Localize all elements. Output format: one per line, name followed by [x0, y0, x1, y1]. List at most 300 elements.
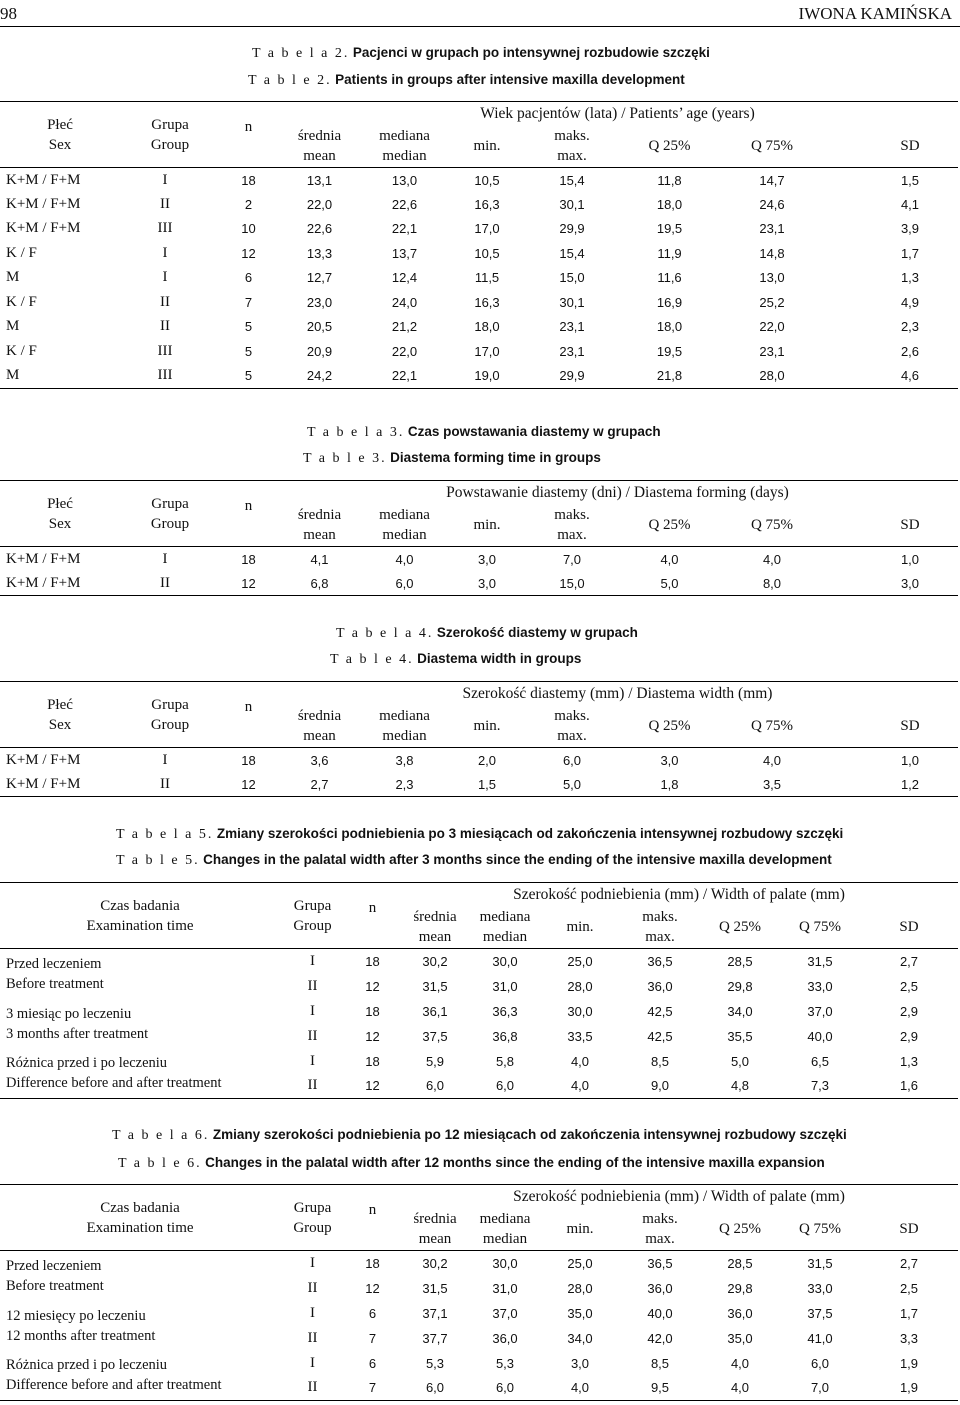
cell-value: 28,0 — [567, 1280, 593, 1296]
cell-value: 6,0 — [810, 1355, 830, 1371]
cell-value: 6,0 — [362, 571, 447, 596]
cell-value: 34,0 — [727, 1003, 753, 1019]
cell-value: 5,0 — [617, 571, 722, 596]
cell-value: 3,0 — [822, 571, 958, 596]
col-sex-en: Sex — [48, 716, 72, 733]
col-mean-pl: średnia — [413, 1211, 457, 1228]
row-exam-time-pl: 3 miesiąc po leczeniu — [6, 1005, 132, 1022]
col-mean-en: mean — [303, 728, 336, 745]
header-row-1 — [0, 102, 958, 126]
cell-value: 5,3 — [495, 1355, 515, 1371]
col-group — [280, 883, 345, 949]
cell-value: 36,5 — [647, 953, 673, 969]
row-group: II — [280, 1376, 345, 1401]
table6-caption-pl: T a b e l a 6. Zmiany szerokości podniebienia po 12 miesiącach od zakończenia intensywnej rozbudowy szczęki — [112, 1127, 847, 1143]
cell-value: 23,1 — [559, 319, 585, 335]
cell-value: 36,5 — [647, 1255, 673, 1271]
cell-value: 31,0 — [492, 978, 518, 994]
cell-value: 31,0 — [492, 1280, 518, 1296]
col-max-pl: maks. — [642, 909, 678, 926]
table-row — [0, 217, 958, 242]
cell-value: 22,1 — [362, 364, 447, 389]
col-group — [120, 481, 220, 547]
table-row — [0, 748, 958, 773]
cell-value: 22,1 — [391, 221, 418, 237]
row-exam-time-en: Before treatment — [6, 1277, 104, 1294]
cell-value: 17,0 — [474, 221, 500, 237]
row-exam-time-pl: 12 miesięcy po leczeniu — [6, 1307, 146, 1324]
row-sex: K / F — [6, 293, 37, 310]
cell-value: 5,9 — [425, 1053, 445, 1069]
col-n: n — [220, 481, 277, 547]
cell-value: 30,2 — [422, 1255, 448, 1271]
cell-value: 4,0 — [540, 1376, 620, 1401]
row-group: II — [160, 293, 170, 310]
header-row-1 — [0, 883, 958, 907]
table-row — [0, 1251, 958, 1276]
header-rule — [0, 26, 960, 27]
col-max-pl: maks. — [554, 128, 590, 145]
table-row — [0, 266, 958, 291]
col-max-en: max. — [557, 148, 587, 165]
row-group: II — [160, 318, 170, 335]
group-header: Szerokość diastemy (mm) / Diastema width (mm) — [277, 682, 958, 706]
cell-value: 1,7 — [899, 1305, 919, 1321]
table4 — [0, 681, 958, 797]
cell-value: 5 — [244, 343, 253, 359]
cell-value: 2,7 — [899, 953, 919, 969]
cell-value: 18,0 — [656, 319, 683, 335]
col-mean-en: mean — [303, 527, 336, 544]
cell-value: 6,0 — [470, 1376, 540, 1401]
row-sex: M — [0, 364, 120, 389]
row-sex: K+M / F+M — [0, 571, 120, 596]
cell-value: 24,6 — [759, 196, 785, 212]
cell-value: 37,5 — [422, 1028, 448, 1044]
col-min: min. — [447, 505, 527, 547]
cell-value: 2,9 — [899, 1028, 919, 1044]
cell-value: 18 — [241, 172, 256, 188]
col-median-pl: mediana — [379, 708, 430, 725]
table4-caption-pl: T a b e l a 4. Szerokość diastemy w grupach — [336, 625, 638, 641]
table2 — [0, 101, 958, 389]
col-max-pl: maks. — [554, 507, 590, 524]
col-q25: Q 25% — [617, 126, 722, 168]
col-q25: Q 25% — [700, 907, 780, 949]
col-max — [527, 706, 617, 748]
cell-value: 21,8 — [617, 364, 722, 389]
cell-value: 1,3 — [900, 270, 920, 286]
col-mean-pl: średnia — [413, 909, 457, 926]
cell-value: 6,0 — [470, 1074, 540, 1099]
table-row — [0, 547, 958, 572]
col-mean — [400, 907, 470, 949]
author-name: IWONA KAMIŃSKA — [798, 4, 952, 23]
col-max — [527, 126, 617, 168]
cell-value: 1,5 — [900, 172, 920, 188]
cell-value: 4,0 — [395, 551, 414, 567]
col-median-pl: mediana — [379, 507, 430, 524]
col-median — [470, 1209, 540, 1251]
col-median-pl: mediana — [479, 909, 531, 926]
col-q25: Q 25% — [700, 1209, 780, 1251]
cell-value: 11,5 — [474, 270, 500, 286]
col-sex-en: Sex — [48, 136, 72, 153]
col-n: n — [345, 883, 400, 949]
row-exam-time — [0, 1251, 280, 1301]
cell-value: 35,0 — [727, 1330, 753, 1346]
row-group: II — [307, 977, 318, 994]
cell-value: 6 — [368, 1355, 377, 1371]
col-group-en: Group — [293, 1219, 332, 1236]
row-exam-time-pl: Przed leczeniem — [6, 1257, 102, 1274]
col-sd: SD — [822, 505, 958, 547]
cell-value: 31,5 — [422, 978, 448, 994]
cell-value: 19,5 — [656, 221, 683, 237]
col-group-pl: Grupa — [151, 116, 189, 133]
cell-value: 25,2 — [759, 294, 785, 310]
cell-value: 29,8 — [727, 978, 753, 994]
table2-caption-pl: T a b e l a 2. Pacjenci w grupach po intensywnej rozbudowie szczęki — [252, 45, 710, 61]
cell-value: 3,6 — [310, 752, 329, 768]
cell-value: 37,7 — [422, 1330, 448, 1346]
cell-value: 7,0 — [780, 1376, 860, 1401]
group-header: Wiek pacjentów (lata) / Patients’ age (years) — [277, 102, 958, 126]
cell-value: 23,0 — [306, 294, 333, 310]
cell-value: 20,5 — [306, 319, 333, 335]
col-group-pl: Grupa — [151, 696, 189, 713]
row-group: I — [162, 751, 168, 768]
col-group-pl: Grupa — [151, 495, 189, 512]
cell-value: 12 — [241, 245, 256, 261]
row-sex: K+M / F+M — [6, 550, 81, 567]
cell-value: 18 — [241, 752, 256, 768]
row-group: I — [162, 244, 168, 261]
table-row — [0, 1301, 958, 1326]
cell-value: 30,1 — [559, 196, 585, 212]
cell-value: 29,9 — [559, 221, 585, 237]
table-row — [0, 949, 958, 974]
row-group: II — [160, 195, 170, 212]
col-exam — [0, 1185, 280, 1251]
row-group: I — [310, 1002, 315, 1019]
col-sex-pl: Płeć — [47, 495, 73, 512]
cell-value: 13,1 — [306, 172, 333, 188]
cell-value: 12 — [220, 772, 277, 797]
cell-value: 2 — [244, 196, 253, 212]
col-median-pl: mediana — [379, 128, 430, 145]
cell-value: 40,0 — [807, 1028, 833, 1044]
cell-value: 2,7 — [899, 1255, 919, 1271]
table-row — [0, 1049, 958, 1074]
cell-value: 36,0 — [492, 1330, 518, 1346]
cell-value: 16,3 — [474, 294, 500, 310]
cell-value: 36,3 — [492, 1003, 518, 1019]
cell-value: 5 — [244, 319, 253, 335]
cell-value: 12 — [220, 571, 277, 596]
cell-value: 4,0 — [762, 752, 782, 768]
cell-value: 18 — [365, 1053, 380, 1069]
col-sd: SD — [822, 706, 958, 748]
page-number: 98 — [0, 4, 17, 23]
row-group: III — [157, 342, 173, 359]
col-min: min. — [540, 1209, 620, 1251]
row-group: I — [310, 1354, 315, 1371]
row-group: II — [120, 571, 220, 596]
table-row — [0, 364, 958, 389]
row-group: I — [310, 1304, 315, 1321]
cell-value: 1,7 — [900, 245, 920, 261]
row-exam-time — [0, 1351, 280, 1401]
row-exam-time-en: Difference before and after treatment — [6, 1377, 222, 1394]
col-mean — [400, 1209, 470, 1251]
col-sd: SD — [822, 126, 958, 168]
col-median — [362, 706, 447, 748]
cell-value: 12,7 — [306, 270, 333, 286]
cell-value: 15,4 — [559, 172, 585, 188]
row-group: I — [310, 1052, 315, 1069]
col-sex — [0, 481, 120, 547]
header-row-1 — [0, 481, 958, 505]
cell-value: 34,0 — [567, 1330, 593, 1346]
row-group: I — [162, 269, 168, 286]
cell-value: 36,1 — [422, 1003, 448, 1019]
cell-value: 1,3 — [899, 1053, 919, 1069]
row-exam-time-en: Difference before and after treatment — [6, 1075, 222, 1092]
table5-caption-en: T a b l e 5. Changes in the palatal width after 3 months since the ending of the intensive maxilla development — [116, 852, 832, 868]
table6-caption-en: T a b l e 6. Changes in the palatal width after 12 months since the ending of the intensive maxilla expansion — [118, 1155, 825, 1171]
cell-value: 23,1 — [759, 343, 785, 359]
col-sd: SD — [860, 1209, 958, 1251]
table-row — [0, 192, 958, 217]
header-row-1 — [0, 682, 958, 706]
col-median-en: median — [482, 929, 528, 946]
col-sex-en: Sex — [48, 515, 72, 532]
cell-value: 6,5 — [810, 1053, 830, 1069]
row-group: III — [157, 220, 173, 237]
col-mean — [277, 505, 362, 547]
cell-value: 36,0 — [647, 1280, 673, 1296]
col-max-en: max. — [557, 527, 587, 544]
row-exam-time-en: Before treatment — [6, 975, 104, 992]
row-exam-time-pl: Przed leczeniem — [6, 955, 102, 972]
col-mean-en: mean — [418, 929, 452, 946]
cell-value: 2,5 — [899, 1280, 919, 1296]
cell-value: 40,0 — [647, 1305, 673, 1321]
cell-value: 10,5 — [474, 245, 500, 261]
row-exam-time-en: 12 months after treatment — [6, 1327, 156, 1344]
cell-value: 13,3 — [306, 245, 333, 261]
cell-value: 37,5 — [807, 1305, 833, 1321]
cell-value: 8,5 — [650, 1355, 670, 1371]
cell-value: 3,8 — [395, 752, 414, 768]
cell-value: 15,4 — [559, 245, 585, 261]
cell-value: 37,0 — [807, 1003, 833, 1019]
col-median-en: median — [482, 1231, 528, 1248]
col-n: n — [220, 102, 277, 168]
row-group: II — [280, 1074, 345, 1099]
cell-value: 1,6 — [860, 1074, 958, 1099]
row-exam-time-pl: Różnica przed i po leczeniu — [6, 1357, 168, 1374]
cell-value: 12 — [345, 1074, 400, 1099]
cell-value: 2,6 — [900, 343, 920, 359]
row-sex: K+M / F+M — [6, 171, 81, 188]
cell-value: 6,0 — [562, 752, 582, 768]
group-header: Szerokość podniebienia (mm) / Width of palate (mm) — [400, 1185, 958, 1209]
cell-value: 12 — [365, 1028, 380, 1044]
cell-value: 11,9 — [657, 245, 682, 261]
group-header: Szerokość podniebienia (mm) / Width of palate (mm) — [400, 883, 958, 907]
cell-value: 29,9 — [527, 364, 617, 389]
row-exam-time — [0, 1049, 280, 1099]
cell-value: 1,8 — [617, 772, 722, 797]
row-exam-time-en: 3 months after treatment — [6, 1025, 149, 1042]
cell-value: 6 — [244, 270, 253, 286]
cell-value: 37,1 — [422, 1305, 448, 1321]
cell-value: 19,0 — [447, 364, 527, 389]
cell-value: 37,0 — [492, 1305, 518, 1321]
col-max-pl: maks. — [554, 708, 590, 725]
cell-value: 13,7 — [391, 245, 418, 261]
cell-value: 4,0 — [700, 1376, 780, 1401]
cell-value: 7 — [244, 294, 253, 310]
cell-value: 31,5 — [807, 1255, 833, 1271]
cell-value: 36,0 — [727, 1305, 753, 1321]
cell-value: 16,9 — [656, 294, 683, 310]
col-mean-pl: średnia — [297, 507, 342, 524]
col-group — [120, 102, 220, 168]
cell-value: 14,8 — [759, 245, 785, 261]
cell-value: 3,5 — [722, 772, 822, 797]
cell-value: 15,0 — [527, 571, 617, 596]
cell-value: 22,0 — [306, 196, 333, 212]
cell-value: 1,9 — [860, 1376, 958, 1401]
cell-value: 4,6 — [822, 364, 958, 389]
table-row — [0, 168, 958, 193]
cell-value: 2,3 — [362, 772, 447, 797]
cell-value: 5,3 — [425, 1355, 445, 1371]
cell-value: 6 — [368, 1305, 377, 1321]
table-row — [0, 1351, 958, 1376]
cell-value: 10,5 — [474, 172, 500, 188]
cell-value: 14,7 — [759, 172, 785, 188]
cell-value: 33,0 — [807, 1280, 833, 1296]
cell-value: 41,0 — [807, 1330, 833, 1346]
col-mean — [277, 126, 362, 168]
col-q75: Q 75% — [722, 505, 822, 547]
cell-value: 3,0 — [570, 1355, 590, 1371]
cell-value: 18,0 — [656, 196, 683, 212]
cell-value: 1,9 — [899, 1355, 919, 1371]
cell-value: 29,8 — [727, 1280, 753, 1296]
cell-value: 18 — [241, 551, 256, 567]
table3 — [0, 480, 958, 596]
cell-value: 1,0 — [900, 752, 920, 768]
cell-value: 5,0 — [730, 1053, 750, 1069]
cell-value: 4,0 — [762, 551, 782, 567]
cell-value: 7 — [345, 1376, 400, 1401]
col-group-en: Group — [150, 515, 190, 532]
cell-value: 25,0 — [567, 953, 593, 969]
cell-value: 33,0 — [807, 978, 833, 994]
table-row — [0, 772, 958, 797]
cell-value: 3,9 — [900, 221, 920, 237]
col-median — [362, 505, 447, 547]
table4-caption-en: T a b l e 4. Diastema width in groups — [330, 651, 582, 667]
row-sex: M — [6, 318, 20, 335]
cell-value: 22,6 — [391, 196, 418, 212]
cell-value: 2,3 — [900, 319, 920, 335]
col-sd: SD — [860, 907, 958, 949]
cell-value: 2,7 — [277, 772, 362, 797]
row-group: II — [307, 1329, 318, 1346]
table3-caption-en: T a b l e 3. Diastema forming time in groups — [303, 450, 601, 466]
col-mean-pl: średnia — [297, 128, 342, 145]
col-max-en: max. — [645, 929, 675, 946]
col-q75: Q 75% — [722, 706, 822, 748]
cell-value: 6,0 — [400, 1376, 470, 1401]
cell-value: 35,5 — [727, 1028, 753, 1044]
col-mean-en: mean — [418, 1231, 452, 1248]
cell-value: 12,4 — [391, 270, 418, 286]
cell-value: 16,3 — [474, 196, 500, 212]
cell-value: 9,0 — [620, 1074, 700, 1099]
cell-value: 4,9 — [900, 294, 920, 310]
cell-value: 21,2 — [391, 319, 418, 335]
cell-value: 30,1 — [559, 294, 585, 310]
table6 — [0, 1184, 958, 1401]
cell-value: 3,0 — [447, 571, 527, 596]
col-min: min. — [447, 126, 527, 168]
cell-value: 13,0 — [391, 172, 418, 188]
table5-caption-pl: T a b e l a 5. Zmiany szerokości podniebienia po 3 miesiącach od zakończenia intensywnej rozbudowy szczęki — [116, 826, 844, 842]
col-n: n — [345, 1185, 400, 1251]
cell-value: 24,2 — [277, 364, 362, 389]
cell-value: 30,0 — [492, 953, 518, 969]
col-mean-pl: średnia — [297, 708, 342, 725]
col-exam-pl: Czas badania — [100, 1199, 180, 1216]
col-q75: Q 75% — [780, 907, 860, 949]
cell-value: 36,0 — [647, 978, 673, 994]
cell-value: 7,3 — [780, 1074, 860, 1099]
col-max — [620, 907, 700, 949]
row-sex: K+M / F+M — [6, 220, 81, 237]
row-group: II — [307, 1027, 318, 1044]
row-sex: K+M / F+M — [0, 772, 120, 797]
cell-value: 9,5 — [620, 1376, 700, 1401]
cell-value: 6,8 — [277, 571, 362, 596]
cell-value: 17,0 — [474, 343, 500, 359]
row-exam-time — [0, 999, 280, 1049]
cell-value: 4,1 — [900, 196, 920, 212]
cell-value: 13,0 — [759, 270, 785, 286]
col-sex — [0, 102, 120, 168]
cell-value: 7,0 — [562, 551, 582, 567]
row-exam-time — [0, 949, 280, 999]
col-median-en: median — [382, 728, 427, 745]
cell-value: 36,8 — [492, 1028, 518, 1044]
cell-value: 1,5 — [447, 772, 527, 797]
table2-caption-en: T a b l e 2. Patients in groups after intensive maxilla development — [248, 72, 685, 88]
col-q75: Q 75% — [780, 1209, 860, 1251]
col-median — [362, 126, 447, 168]
table-row — [0, 571, 958, 596]
col-q75: Q 75% — [722, 126, 822, 168]
cell-value: 23,1 — [559, 343, 585, 359]
cell-value: 22,0 — [391, 343, 418, 359]
cell-value: 30,0 — [492, 1255, 518, 1271]
cell-value: 4,8 — [700, 1074, 780, 1099]
